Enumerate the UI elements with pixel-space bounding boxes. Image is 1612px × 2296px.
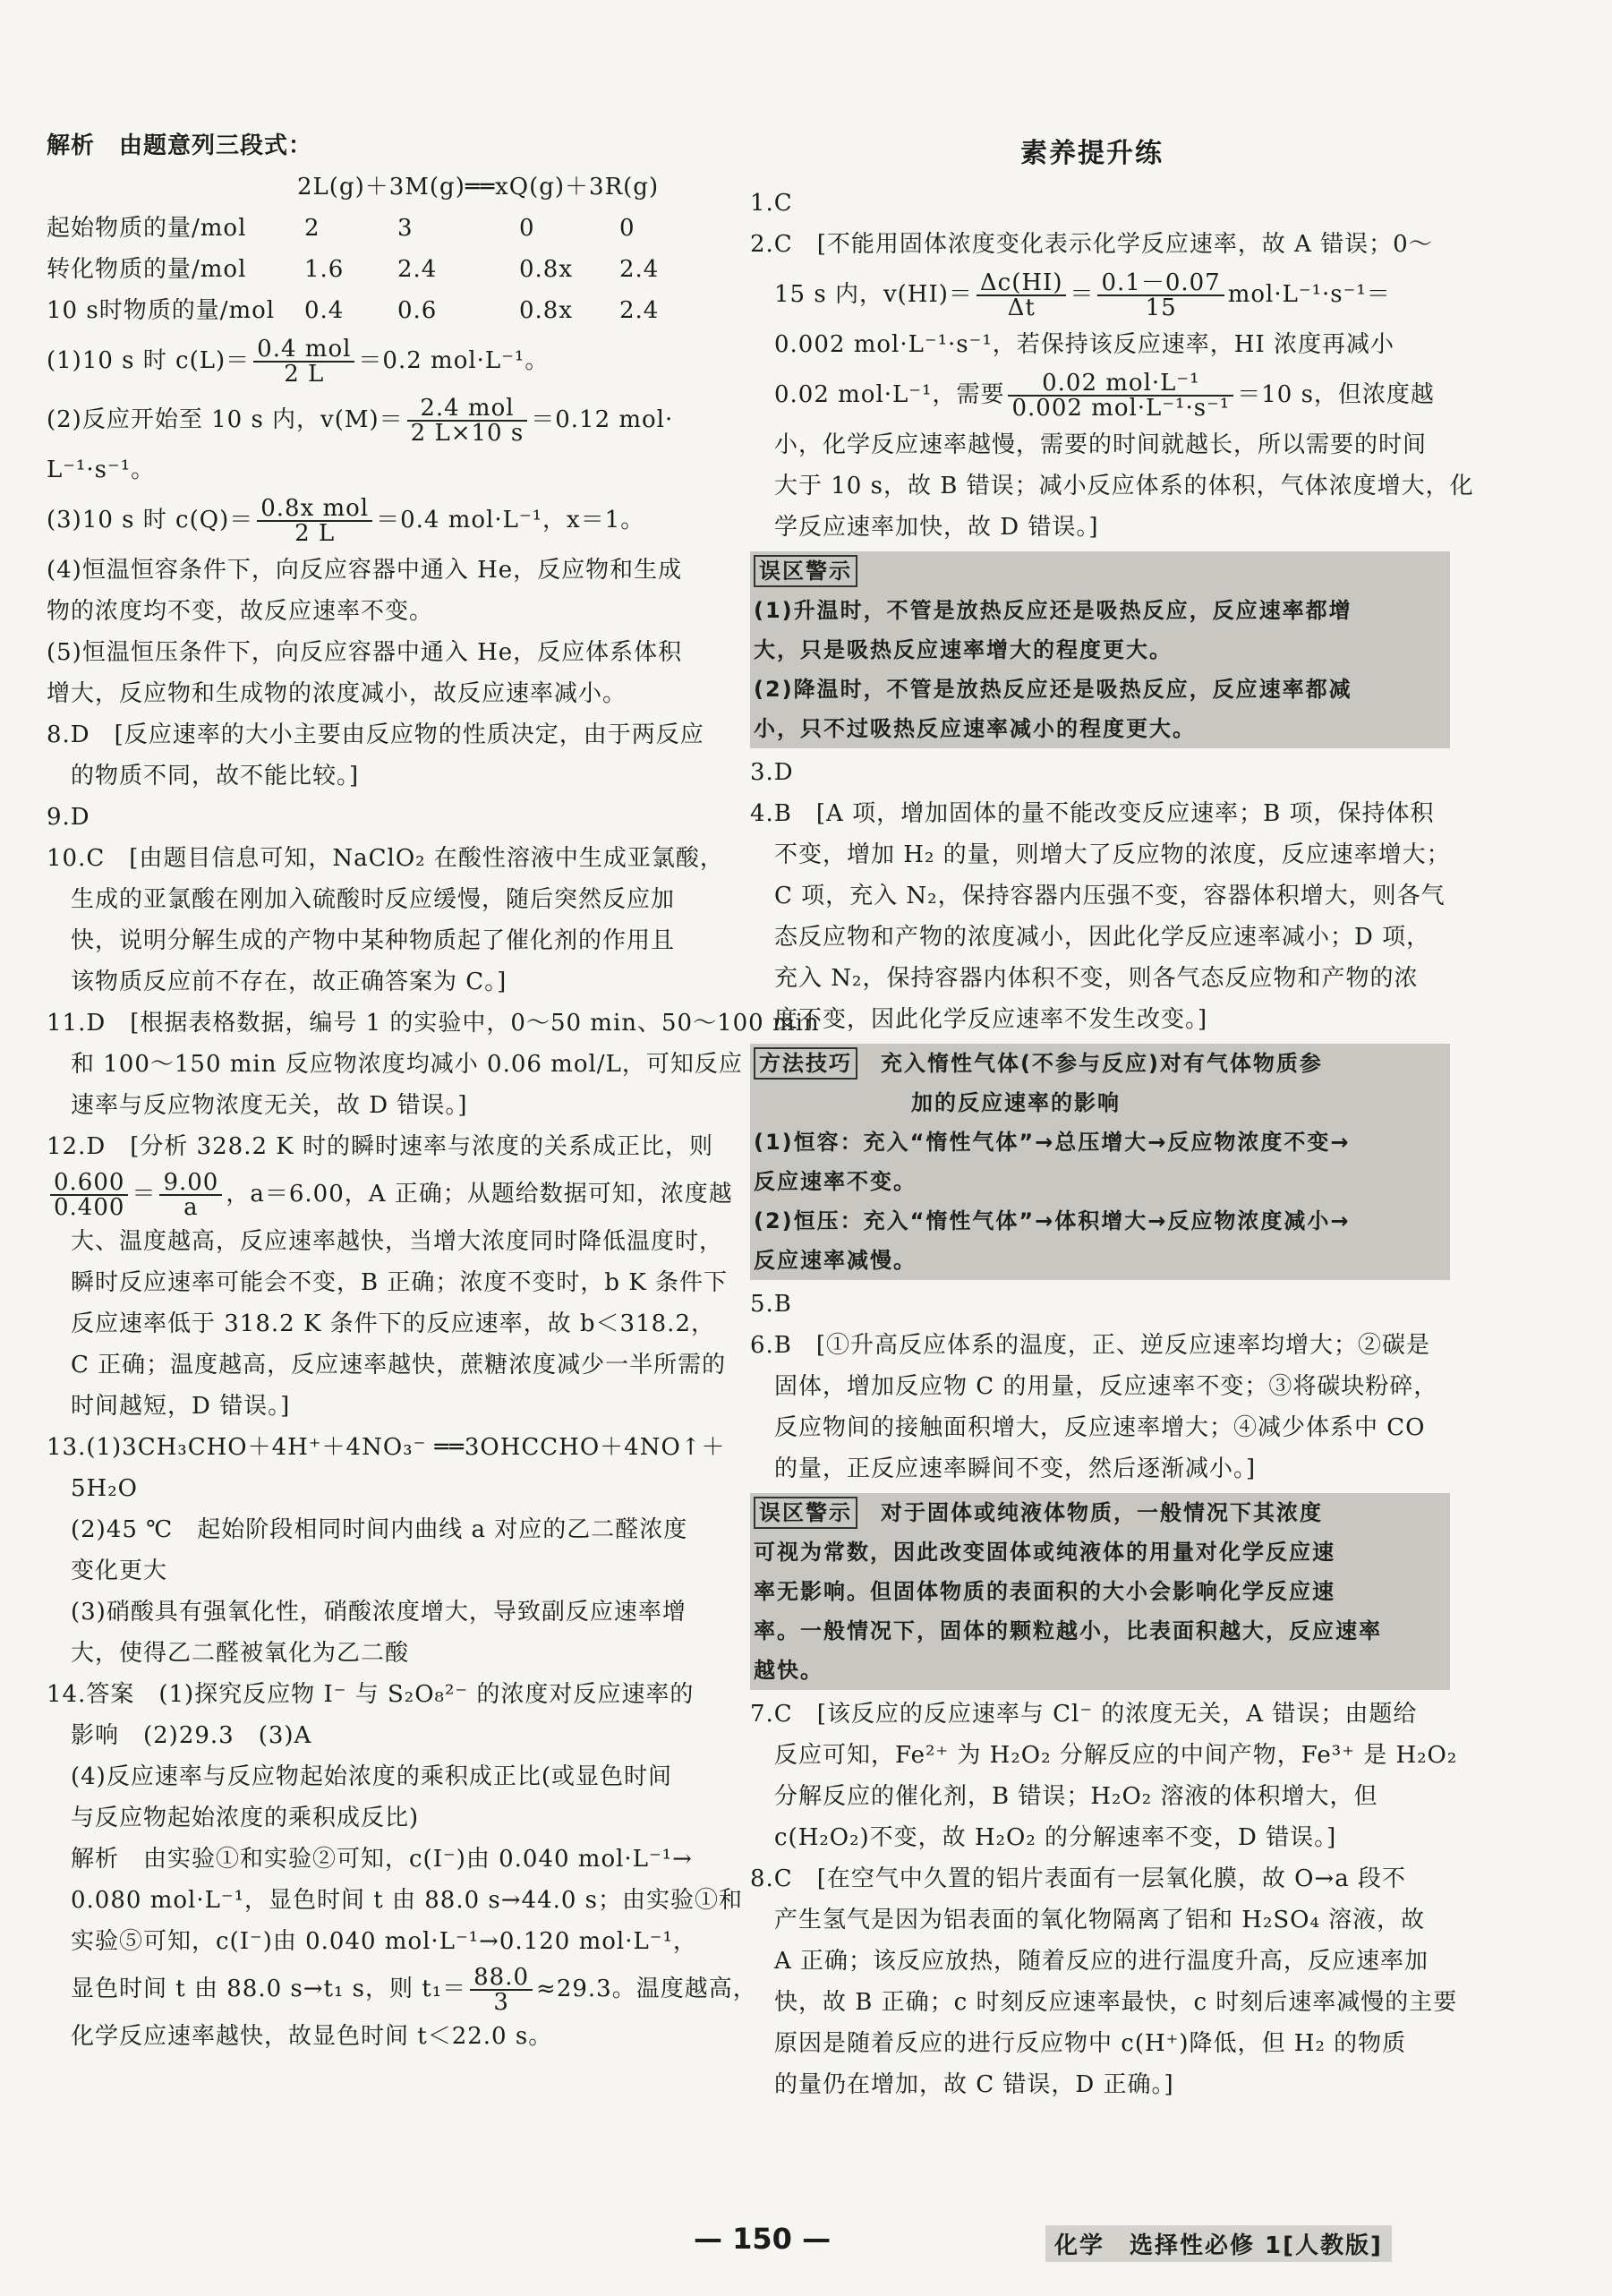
- answer-2-line: 小，化学反应速率越慢，需要的时间就越长，所以需要的时间: [750, 431, 1428, 458]
- answer-6-line: 反应物间的接触面积增大，反应速率增大；④减少体系中 CO: [750, 1414, 1426, 1441]
- book-info: 化学 选择性必修 1[人教版]: [1045, 2225, 1392, 2262]
- box-line: 小，只不过吸热反应速率减小的程度更大。: [754, 716, 1196, 741]
- step-1: (1)10 s 时 c(L)＝ $\frac{\text{0.4 mol}}{2 L}$ ＝0.2 mol·L⁻¹。: [47, 336, 550, 388]
- box-line: 对于固体或纯液体物质，一般情况下其浓度: [881, 1500, 1323, 1525]
- answer-4-line: 充入 N₂，保持容器内体积不变，则各气态反应物和产物的浓: [750, 965, 1419, 992]
- answer-8-line: 产生氢气是因为铝表面的氧化物隔离了铝和 H₂SO₄ 溶液，故: [750, 1907, 1426, 1933]
- answer-8-line: 8.C [在空气中久置的铝片表面有一层氧化膜，故 O→a 段不: [750, 1865, 1406, 1892]
- answer-13-line: 13.(1)3CH₃CHO＋4H⁺＋4NO₃⁻ ══3OHCCHO＋4NO↑＋: [47, 1434, 726, 1461]
- table-row: 转化物质的量/mol 1.6 2.4 0.8x 2.4: [47, 256, 660, 283]
- box-line: 率。一般情况下，固体的颗粒越小，比表面积越大，反应速率: [754, 1618, 1382, 1643]
- pitfall-tag: 误区警示: [754, 555, 857, 587]
- answer-3: 3.D: [750, 759, 794, 786]
- reaction-equation: 2L(g)＋3M(g)══xQ(g)＋3R(g): [297, 174, 660, 201]
- page-footer: [0, 2222, 1612, 2266]
- answer-7-line: 分解反应的催化剂，B 错误；H₂O₂ 溶液的体积增大，但: [750, 1783, 1378, 1810]
- right-column: [750, 183, 1474, 2105]
- answer-11-line: 速率与反应物浓度无关，故 D 错误。]: [47, 1092, 468, 1119]
- box-line: (2)恒压：充入“惰性气体”→体积增大→反应物浓度减小→: [754, 1208, 1351, 1233]
- answer-2-line: 学反应速率加快，故 D 错误。]: [750, 514, 1099, 541]
- answer-4-line: 态反应物和产物的浓度减小，因此化学反应速率减小；D 项，: [750, 924, 1431, 951]
- answer-13-line: 变化更大: [47, 1558, 168, 1584]
- box-line: 反应速率不变。: [754, 1169, 917, 1194]
- pitfall-box: [750, 551, 1450, 748]
- step-2-cont: L⁻¹·s⁻¹。: [47, 457, 156, 483]
- answer-12-line: 瞬时反应速率可能会不变，B 正确；浓度不变时，b K 条件下: [47, 1269, 728, 1296]
- box-line: (1)升温时，不管是放热反应还是吸热反应，反应速率都增: [754, 598, 1352, 623]
- answer-4-line: 度不变，因此化学反应速率不发生改变。]: [750, 1006, 1208, 1033]
- answer-14-line: 14.答案 (1)探究反应物 I⁻ 与 S₂O₈²⁻ 的浓度对反应速率的: [47, 1681, 695, 1708]
- table-row: 10 s时物质的量/mol 0.4 0.6 0.8x 2.4: [47, 297, 660, 324]
- answer-13-line: 大，使得乙二醛被氧化为乙二酸: [47, 1640, 410, 1667]
- step-4-line: (4)恒温恒容条件下，向反应容器中通入 He，反应物和生成: [47, 557, 683, 584]
- box-line: (2)降温时，不管是放热反应还是吸热反应，反应速率都减: [754, 677, 1352, 702]
- answer-2-fraction-line: 15 s 内，v(HI)＝ $\frac{\Delta c(HI)}{\Delta t}$ ＝ $\frac{0.1-0.07}{15}$ mol·L⁻¹·s⁻¹＝: [750, 269, 1391, 321]
- answer-12-line: C 正确；温度越高，反应速率越快，蔗糖浓度减少一半所需的: [47, 1352, 727, 1378]
- answer-8-line: 原因是随着反应的进行反应物中 c(H⁺)降低，但 H₂ 的物质: [750, 2030, 1407, 2057]
- answer-4-line: C 项，充入 N₂，保持容器内压强不变，容器体积增大，则各气: [750, 883, 1446, 909]
- answer-1: 1.C: [750, 190, 793, 217]
- answer-14-line: (4)反应速率与反应物起始浓度的乘积成正比(或显色时间: [47, 1763, 672, 1790]
- answer-4-line: 4.B [A 项，增加固体的量不能改变反应速率；B 项，保持体积: [750, 800, 1435, 827]
- box-line: 越快。: [754, 1658, 823, 1683]
- answer-8-line: 的物质不同，故不能比较。]: [47, 763, 360, 790]
- three-stage-table: [47, 208, 659, 331]
- answer-13-line: 5H₂O: [47, 1475, 138, 1502]
- table-row: 起始物质的量/mol 2 3 0 0: [47, 215, 635, 242]
- box-line: (1)恒容：充入“惰性气体”→总压增大→反应物浓度不变→: [754, 1130, 1351, 1155]
- method-tip-title-2: 加的反应速率的影响: [911, 1090, 1121, 1115]
- answer-10-line: 生成的亚氯酸在刚加入硫酸时反应缓慢，随后突然反应加: [47, 886, 676, 913]
- answer-4-line: 不变，增加 H₂ 的量，则增大了反应物的浓度，反应速率增大；: [750, 841, 1451, 868]
- answer-5: 5.B: [750, 1291, 792, 1318]
- box-line: 大，只是吸热反应速率增大的程度更大。: [754, 637, 1173, 662]
- answer-6-line: 的量，正反应速率瞬间不变，然后逐渐减小。]: [750, 1455, 1257, 1482]
- answer-10-line: 10.C [由题目信息可知，NaClO₂ 在酸性溶液中生成亚氯酸，: [47, 845, 724, 872]
- answer-13-line: (3)硝酸具有强氧化性，硝酸浓度增大，导致副反应速率增: [47, 1599, 687, 1626]
- answer-14-end: 化学反应速率越快，故显色时间 t＜22.0 s。: [47, 2023, 553, 2050]
- answer-12-line: 12.D [分析 328.2 K 时的瞬时速率与浓度的关系成正比，则: [47, 1133, 713, 1160]
- method-tip-tag: 方法技巧: [754, 1047, 857, 1080]
- answer-12-line: 大、温度越高，反应速率越快，当增大浓度同时降低温度时，: [47, 1228, 724, 1255]
- page-number: — 150 —: [694, 2222, 832, 2256]
- answer-7-line: 7.C [该反应的反应速率与 Cl⁻ 的浓度无关，A 错误；由题给: [750, 1701, 1418, 1728]
- answer-10-line: 快，说明分解生成的产物中某种物质起了催化剂的作用且: [47, 927, 676, 954]
- answer-14-line: 与反应物起始浓度的乘积成反比): [47, 1805, 420, 1831]
- answer-10-line: 该物质反应前不存在，故正确答案为 C。]: [47, 969, 507, 995]
- answer-14-line: 实验⑤可知，c(I⁻)由 0.040 mol·L⁻¹→0.120 mol·L⁻¹，: [47, 1928, 697, 1955]
- answer-11-line: 和 100～150 min 反应物浓度均减小 0.06 mol/L，可知反应: [47, 1051, 743, 1078]
- box-line: 率无影响。但固体物质的表面积的大小会影响化学反应速: [754, 1579, 1335, 1604]
- analysis-intro: 解析 由题意列三段式：: [47, 132, 313, 159]
- answer-2-line: 2.C [不能用固体浓度变化表示化学反应速率，故 A 错误；0～: [750, 231, 1433, 258]
- step-5-line: (5)恒温恒压条件下，向反应容器中通入 He，反应体系体积: [47, 639, 683, 666]
- answer-14-line: 0.080 mol·L⁻¹，显色时间 t 由 88.0 s→44.0 s；由实验①和: [47, 1887, 744, 1914]
- answer-14-line: 影响 (2)29.3 (3)A: [47, 1722, 312, 1749]
- section-title: 素养提升练: [1020, 138, 1164, 169]
- step-4-line: 物的浓度均不变，故反应速率不变。: [47, 598, 434, 625]
- answer-2-fraction-line: 0.02 mol·L⁻¹，需要 $\frac{\text{0.02 mol·L⁻¹}}{\text{0.002 mol·L⁻¹·s⁻¹}}$ ＝10 s，但浓度越: [750, 370, 1435, 422]
- answer-7-line: c(H₂O₂)不变，故 H₂O₂ 的分解速率不变，D 错误。]: [750, 1824, 1337, 1851]
- step-5-line: 增大，反应物和生成物的浓度减小，故反应速率减小。: [47, 680, 627, 707]
- step-2: (2)反应开始至 10 s 内，v(M)＝ $\frac{\text{2.4 mol}}{2 L\times 10 s}$ ＝0.12 mol·: [47, 395, 674, 447]
- answer-11-line: 11.D [根据表格数据，编号 1 的实验中，0～50 min、50～100 min: [47, 1010, 820, 1037]
- pitfall-tag: 误区警示: [754, 1497, 857, 1529]
- answer-12-fraction-line: $\frac{0.600}{0.400}$ ＝ $\frac{9.00}{a}$ ，a＝6.00，A 正确；从题给数据可知，浓度越: [47, 1167, 741, 1221]
- pitfall-box: [750, 1493, 1450, 1690]
- answer-8-line: 的量仍在增加，故 C 错误，D 正确。]: [750, 2071, 1174, 2098]
- answer-2-line: 大于 10 s，故 B 错误；减小反应体系的体积，气体浓度增大，化: [750, 473, 1474, 499]
- answer-14-line: 解析 由实验①和实验②可知，c(I⁻)由 0.040 mol·L⁻¹→: [47, 1846, 693, 1873]
- answer-13-line: (2)45 ℃ 起始阶段相同时间内曲线 a 对应的乙二醛浓度: [47, 1516, 688, 1543]
- answer-7-line: 反应可知，Fe²⁺ 为 H₂O₂ 分解反应的中间产物，Fe³⁺ 是 H₂O₂: [750, 1742, 1458, 1769]
- method-tip-box: [750, 1044, 1450, 1280]
- answer-6-line: 6.B [①升高反应体系的温度，正、逆反应速率均增大；②碳是: [750, 1332, 1431, 1359]
- answer-8-line: A 正确；该反应放热，随着反应的进行温度升高，反应速率加: [750, 1948, 1429, 1975]
- answer-8-line: 8.D [反应速率的大小主要由反应物的性质决定，由于两反应: [47, 721, 704, 748]
- answer-12-line: 时间越短，D 错误。]: [47, 1393, 291, 1420]
- step-3: (3)10 s 时 c(Q)＝ $\frac{\text{0.8x mol}}{2 L}$ ＝0.4 mol·L⁻¹，x＝1。: [47, 495, 645, 547]
- box-line: 反应速率减慢。: [754, 1248, 917, 1273]
- answer-9: 9.D: [47, 804, 90, 831]
- box-line: 可视为常数，因此改变固体或纯液体的用量对化学反应速: [754, 1540, 1335, 1565]
- answer-12-line: 反应速率低于 318.2 K 条件下的反应速率，故 b＜318.2，: [47, 1310, 715, 1337]
- answer-6-line: 固体，增加反应物 C 的用量，反应速率不变；③将碳块粉碎，: [750, 1373, 1438, 1400]
- answer-14-fraction-line: 显色时间 t 由 88.0 s→t₁ s，则 t₁＝ $\frac{88.0}{3}$ ≈29.3。温度越高，: [47, 1964, 757, 2016]
- answer-2-line: 0.002 mol·L⁻¹·s⁻¹，若保持该反应速率，HI 浓度再减小: [750, 331, 1395, 358]
- method-tip-title: 充入惰性气体(不参与反应)对有气体物质参: [881, 1051, 1323, 1076]
- answer-8-line: 快，故 B 正确；c 时刻反应速率最快，c 时刻后速率减慢的主要: [750, 1989, 1458, 2016]
